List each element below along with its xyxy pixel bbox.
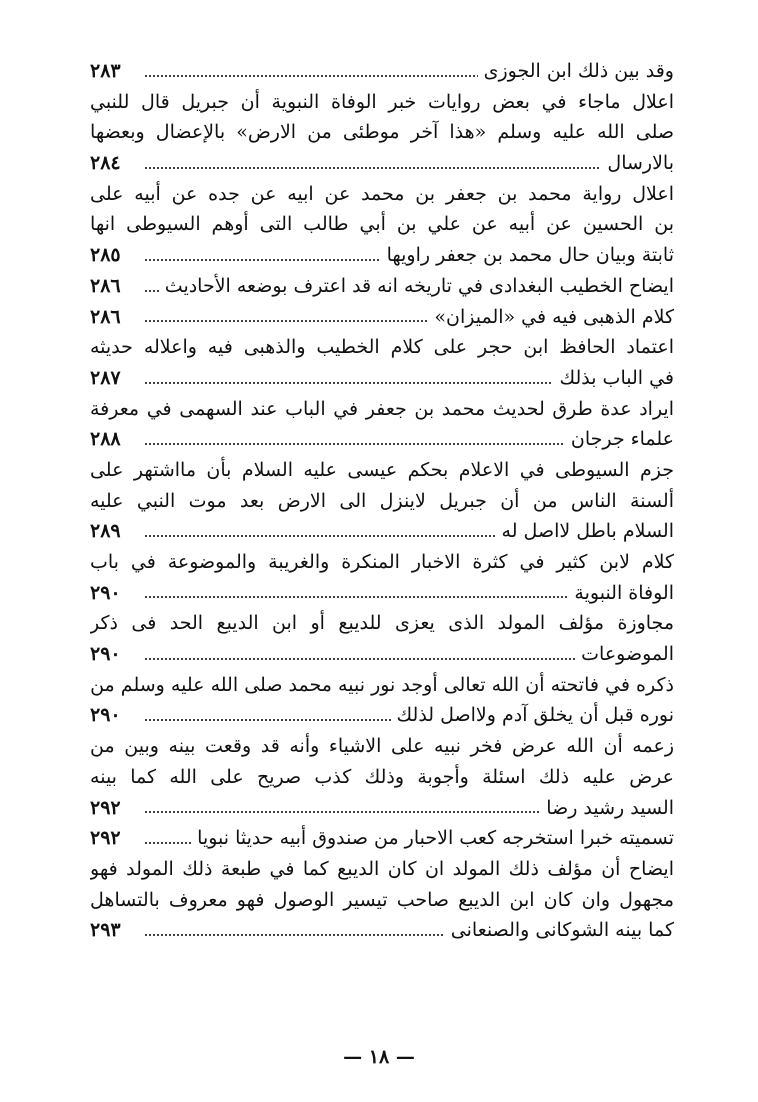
toc-entry-text: ألسنة الناس من أن جبريل لاينزل الى الارض بعد موت النبي عليه xyxy=(90,489,674,512)
toc-entry-text: ايضاح أن مؤلف ذلك المولد ان كان الديبع كما في طبعة ذلك المولد فهو xyxy=(90,857,674,880)
dot-leader xyxy=(144,534,496,538)
page-number: — ١٨ — xyxy=(343,1046,415,1068)
toc-entry-last-line xyxy=(90,823,674,854)
toc-entry-last-line xyxy=(90,793,674,824)
toc-entry xyxy=(90,302,674,333)
toc-entry-last-line xyxy=(90,271,674,302)
toc-entry xyxy=(90,547,674,608)
toc-entry-line xyxy=(90,486,674,517)
toc-entry-text: ايضاح الخطيب البغدادى في تاريخه انه قد اعترف بوضعه الأحاديث xyxy=(164,274,674,297)
toc-page-number: ٢٨٧ xyxy=(90,366,121,389)
toc-entry xyxy=(90,670,674,731)
toc-entry-text: اعتماد الحافظ ابن حجر على كلام الخطيب والذهبى فيه واعلاله حديثه xyxy=(90,336,674,359)
dot-leader xyxy=(144,810,540,814)
toc-entry-line xyxy=(90,762,674,793)
toc-entry-last-line xyxy=(90,363,674,394)
toc-entry-last-line xyxy=(90,516,674,547)
toc-entry-text: اعلال ماجاء في بعض روايات خبر الوفاة النبوية أن جبريل قال للنبي xyxy=(90,90,674,113)
dot-leader xyxy=(144,657,575,661)
toc-entry-line xyxy=(90,209,674,240)
toc-page-number: ٢٨٥ xyxy=(90,244,121,267)
toc-entry-last-line xyxy=(90,148,674,179)
toc-entry-line xyxy=(90,670,674,701)
toc-page-number: ٢٨٩ xyxy=(90,520,121,543)
toc-entry-line xyxy=(90,455,674,486)
toc-entry-line xyxy=(90,608,674,639)
toc-page-number: ٢٨٤ xyxy=(90,152,121,175)
toc-entry-text: كما بينه الشوكانى والصنعانى xyxy=(450,919,674,942)
toc-entry-text: ذكره في فاتحته أن الله تعالى أوجد نور نبيه محمد صلى الله عليه وسلم من xyxy=(90,673,674,696)
toc-entry-last-line xyxy=(90,639,674,670)
toc-entry-text: في الباب بذلك xyxy=(559,366,674,389)
toc-entry-last-line xyxy=(90,56,674,87)
toc-entry xyxy=(90,87,674,179)
toc-page-number: ٢٩٢ xyxy=(90,796,121,819)
toc-entry-text: ايراد عدة طرق لحديث محمد بن جعفر في الباب عند السهمى في معرفة xyxy=(90,397,674,420)
toc-entry xyxy=(90,823,674,854)
toc-entry-last-line xyxy=(90,915,674,946)
toc-page-number: ٢٩٢ xyxy=(90,827,121,850)
toc-entry-line xyxy=(90,87,674,118)
toc-entry-text: علماء جرجان xyxy=(570,428,674,451)
toc-page-number: ٢٨٨ xyxy=(90,428,121,451)
toc-page-number: ٢٩٠ xyxy=(90,643,121,666)
toc-entry-text: وقد بين ذلك ابن الجوزى xyxy=(483,60,674,82)
toc-entry xyxy=(90,179,674,271)
toc-entry-line xyxy=(90,332,674,363)
toc-entry-last-line xyxy=(90,700,674,731)
dot-leader xyxy=(144,319,428,323)
toc-entry xyxy=(90,854,674,946)
dot-leader xyxy=(144,442,565,446)
toc-entry-text: الموضوعات xyxy=(581,643,674,666)
toc-entry-text: كلام لابن كثير في كثرة الاخبار المنكرة والغريبة والموضوعة في باب xyxy=(90,551,674,573)
toc-entry xyxy=(90,731,674,823)
toc-page-number: ٢٩٠ xyxy=(90,704,121,727)
toc-entry xyxy=(90,332,674,393)
dot-leader xyxy=(144,74,478,78)
toc-entry-text: بالارسال xyxy=(607,152,674,175)
toc-entry-line xyxy=(90,117,674,148)
toc-entry-text: صلى الله عليه وسلم «هذا آخر موطئى من الارض» بالإعضال وبعضها xyxy=(90,121,674,144)
toc-entry-last-line xyxy=(90,240,674,271)
toc-entry-text: السلام باطل لااصل له xyxy=(501,520,674,543)
toc-page-number: ٢٩٠ xyxy=(90,581,121,604)
toc-entry xyxy=(90,394,674,455)
dot-leader xyxy=(144,933,445,937)
toc-entry-line xyxy=(90,854,674,885)
toc-entry-text: كلام الذهبى فيه في «الميزان» xyxy=(434,305,674,328)
toc-entry xyxy=(90,608,674,669)
toc-entry-line xyxy=(90,885,674,916)
toc-entry-text: مجاوزة مؤلف المولد الذى يعزى للديبع أو ابن الديبع الحد فى ذكر xyxy=(90,612,674,635)
toc-entry-last-line xyxy=(90,424,674,455)
dot-leader xyxy=(144,595,568,599)
dot-leader xyxy=(144,166,601,170)
dot-leader xyxy=(144,381,553,385)
toc-page-number: ٢٨٦ xyxy=(90,274,121,297)
toc-page-number: ٢٩٣ xyxy=(90,919,121,942)
toc-entry-line xyxy=(90,547,674,578)
toc-entry-text: بن الحسين عن أبيه عن علي بن أبي طالب التى أوهم السيوطى انها xyxy=(90,213,674,236)
toc-entry-text: مجهول وان كان ابن الديبع صاحب تيسير الوصول فهو معروف بالتساهل xyxy=(90,888,674,911)
toc-entry-text: تسميته خبرا استخرجه كعب الاحبار من صندوق أبيه حديثا نبويا xyxy=(197,827,674,850)
toc-entry-last-line xyxy=(90,302,674,333)
dot-leader xyxy=(144,718,391,722)
toc-entry-last-line xyxy=(90,578,674,609)
toc-entry xyxy=(90,271,674,302)
toc-entry-text: الوفاة النبوية xyxy=(574,581,674,604)
toc-entry xyxy=(90,56,674,87)
toc-entry-line xyxy=(90,179,674,210)
toc-page-number: ٢٨٦ xyxy=(90,305,121,328)
toc-page-number: ٢٨٣ xyxy=(90,60,121,82)
dot-leader xyxy=(144,258,381,262)
toc-entry-text: ثابتة وبيان حال محمد بن جعفر راويها xyxy=(386,244,674,267)
dot-leader xyxy=(144,289,159,293)
toc-entry-line xyxy=(90,394,674,425)
toc-entry-text: اعلال رواية محمد بن جعفر بن محمد عن ابيه عن جده عن أبيه على xyxy=(90,182,674,205)
toc-entry-text: زعمه أن الله عرض فخر نبيه على الاشياء وأنه قد وقعت بينه وبين من xyxy=(90,735,674,758)
toc-entry-text: نوره قبل أن يخلق آدم ولااصل لذلك xyxy=(396,704,674,727)
table-of-contents xyxy=(90,56,674,946)
toc-entry-line xyxy=(90,731,674,762)
toc-entry-text: السيد رشيد رضا xyxy=(546,796,674,819)
toc-entry-text: جزم السيوطى في الاعلام بحكم عيسى عليه السلام بأن مااشتهر على xyxy=(90,458,674,481)
toc-entry-text: عرض عليه ذلك اسئلة وأجوبة وذلك كذب صريح على الله كما بينه xyxy=(90,765,674,788)
dot-leader xyxy=(144,841,191,845)
toc-entry xyxy=(90,455,674,547)
